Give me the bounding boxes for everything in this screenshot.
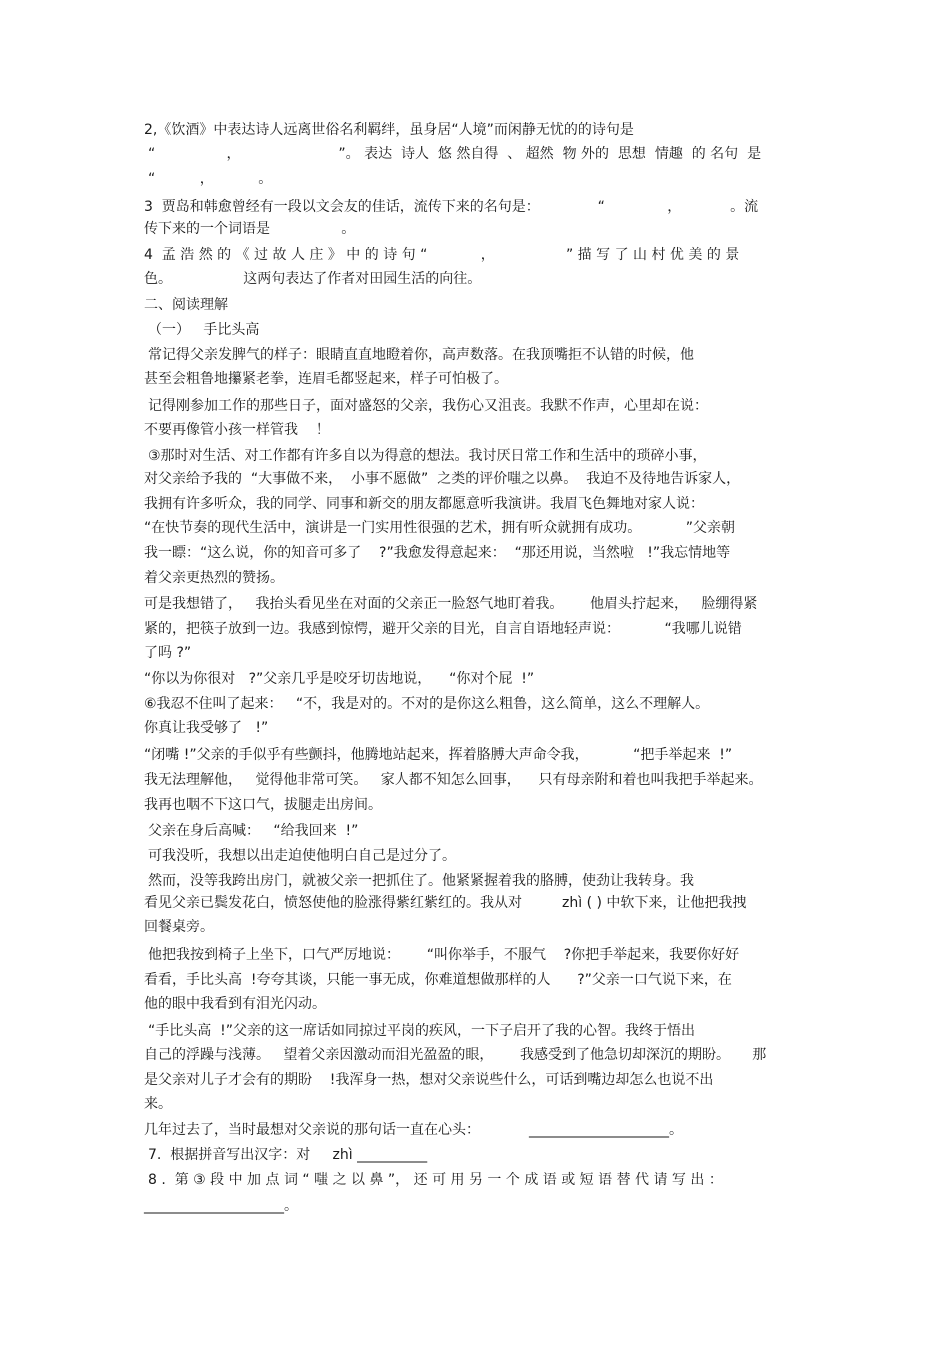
para-10-line-1: 然而，没等我跨出房门，就被父亲一把抓住了。他紧紧握着我的胳膊，使劲让我转身。我 xyxy=(148,873,694,889)
para-1-line-2: 甚至会粗鲁地攥紧老拳，连眉毛都竖起来，样子可怕极了。 xyxy=(144,371,508,387)
para-6-line-1: ⑥我忍不住叫了起来： “不，我是对的。不对的是你这么粗鲁，这么简单，这么不理解人。 xyxy=(144,696,710,712)
para-4-line-1: 可是我想错了， 我抬头看见坐在对面的父亲正一脸怒气地盯着我。 他眉头拧起来， 脸绷得紧 xyxy=(144,596,758,612)
question-8-line-1: 8 . 第 ③ 段 中 加 点 词 “ 嗤 之 以 鼻 ”， 还 可 用 另 一 个 成 语 或 短 语 替 代 请 写 出 ： xyxy=(148,1172,723,1188)
para-7-line-3: 我再也咽不下这口气，拔腿走出房间。 xyxy=(144,797,382,813)
q2-line-2: “ ， ”。 表达 诗人 悠 然自得 、 超然 物 外的 思想 情趣 的 名句 是 xyxy=(148,146,762,162)
para-1-line-1: 常记得父亲发脾气的样子：眼睛直直地瞪着你，高声数落。在我顶嘴拒不认错的时候，他 xyxy=(148,347,694,363)
para-3-line-3: 我拥有许多听众，我的同学、同事和新交的朋友都愿意听我演讲。我眉飞色舞地对家人说： xyxy=(144,496,704,512)
section-heading: 二、阅读理解 xyxy=(144,297,228,313)
q4-line-2: 色。 这两句表达了作者对田园生活的向往。 xyxy=(144,271,482,287)
q3-line-2: 传下来的一个词语是 。 xyxy=(144,221,356,237)
para-3-line-1: ③那时对生活、对工作都有许多自以为得意的想法。我讨厌日常工作和生活中的琐碎小事， xyxy=(148,448,707,464)
para-12-line-3: 是父亲对儿子才会有的期盼 !我浑身一热，想对父亲说些什么，可话到嘴边却怎么也说不出 xyxy=(144,1072,714,1088)
para-5-line-1: “你以为你很对 ?”父亲几乎是咬牙切齿地说， “你对个屁 !” xyxy=(144,671,535,687)
para-11-line-2: 看看，手比头高 !夸夸其谈，只能一事无成，你难道想做那样的人 ?”父亲一口气说下来，在 xyxy=(144,972,732,988)
question-7: 7. 根据拼音写出汉字：对 zhì __________ xyxy=(148,1147,428,1163)
para-12-line-4: 来。 xyxy=(144,1096,172,1112)
para-7-line-2: 我无法理解他， 觉得他非常可笑。 家人都不知怎么回事， 只有母亲附和着也叫我把手举起来。 xyxy=(144,772,763,788)
para-13-line-1: 几年过去了，当时最想对父亲说的那句话一直在心头： ____________________。 xyxy=(144,1122,683,1138)
story-title: （一） 手比头高 xyxy=(148,322,260,338)
para-10-line-2: 看见父亲已鬓发花白，愤怒使他的脸涨得紫红紫红的。我从对 zhì ( ) 中软下来，让他把我拽 xyxy=(144,895,747,911)
para-11-line-1: 他把我按到椅子上坐下，口气严厉地说： “叫你举手，不服气 ?你把手举起来，我要你好好 xyxy=(148,947,740,963)
para-8-line-1: 父亲在身后高喊： “给我回来 !” xyxy=(148,823,359,839)
q2-line-1: 2,《饮酒》中表达诗人远离世俗名利羁绊，虽身居“人境”而闲静无忧的的诗句是 xyxy=(144,122,634,138)
q2-line-3: “ ， 。 xyxy=(148,171,273,187)
para-12-line-2: 自己的浮躁与浅薄。 望着父亲因激动而泪光盈盈的眼， 我感受到了他急切却深沉的期盼。 那 xyxy=(144,1047,767,1063)
para-2-line-2: 不要再像管小孩一样管我 ！ xyxy=(144,422,330,438)
para-3-line-2: 对父亲给予我的 “大事做不来， 小事不愿做” 之类的评价嗤之以鼻。 我迫不及待地告诉家人， xyxy=(144,471,741,487)
para-12-line-1: “手比头高 !”父亲的这一席话如同掠过平岗的疾风，一下子启开了我的心智。我终于悟出 xyxy=(148,1023,696,1039)
para-6-line-2: 你真让我受够了 !” xyxy=(144,720,269,736)
para-3-line-4: “在快节奏的现代生活中，演讲是一门实用性很强的艺术，拥有听众就拥有成功。 ”父亲朝 xyxy=(144,520,736,536)
para-4-line-2: 紧的，把筷子放到一边。我感到惊愕，避开父亲的目光，自言自语地轻声说： “我哪儿说错 xyxy=(144,621,742,637)
para-10-line-3: 回餐桌旁。 xyxy=(144,919,214,935)
para-11-line-3: 他的眼中我看到有泪光闪动。 xyxy=(144,996,326,1012)
para-3-line-6: 着父亲更热烈的赞扬。 xyxy=(144,570,284,586)
q4-line-1: 4 孟 浩 然 的 《 过 故 人 庄 》 中 的 诗 句 “ ， ” 描 写 了 山 村 优 美 的 景 xyxy=(144,247,740,263)
q3-line-1: 3 贾岛和韩愈曾经有一段以文会友的佳话，流传下来的名句是： “ ， 。流 xyxy=(144,199,759,215)
para-3-line-5: 我一瞟：“这么说，你的知音可多了 ?”我愈发得意起来： “那还用说，当然啦 !”我忘情地等 xyxy=(144,545,731,561)
para-7-line-1: “闭嘴 !”父亲的手似乎有些颤抖，他腾地站起来，挥着胳膊大声命令我， “把手举起来 !” xyxy=(144,747,733,763)
para-9-line-1: 可我没听，我想以出走迫使他明白自己是过分了。 xyxy=(148,848,456,864)
para-4-line-3: 了吗 ?” xyxy=(144,645,192,661)
para-2-line-1: 记得刚参加工作的那些日子，面对盛怒的父亲，我伤心又沮丧。我默不作声，心里却在说： xyxy=(148,398,708,414)
question-8-line-2: ____________________。 xyxy=(144,1198,298,1214)
